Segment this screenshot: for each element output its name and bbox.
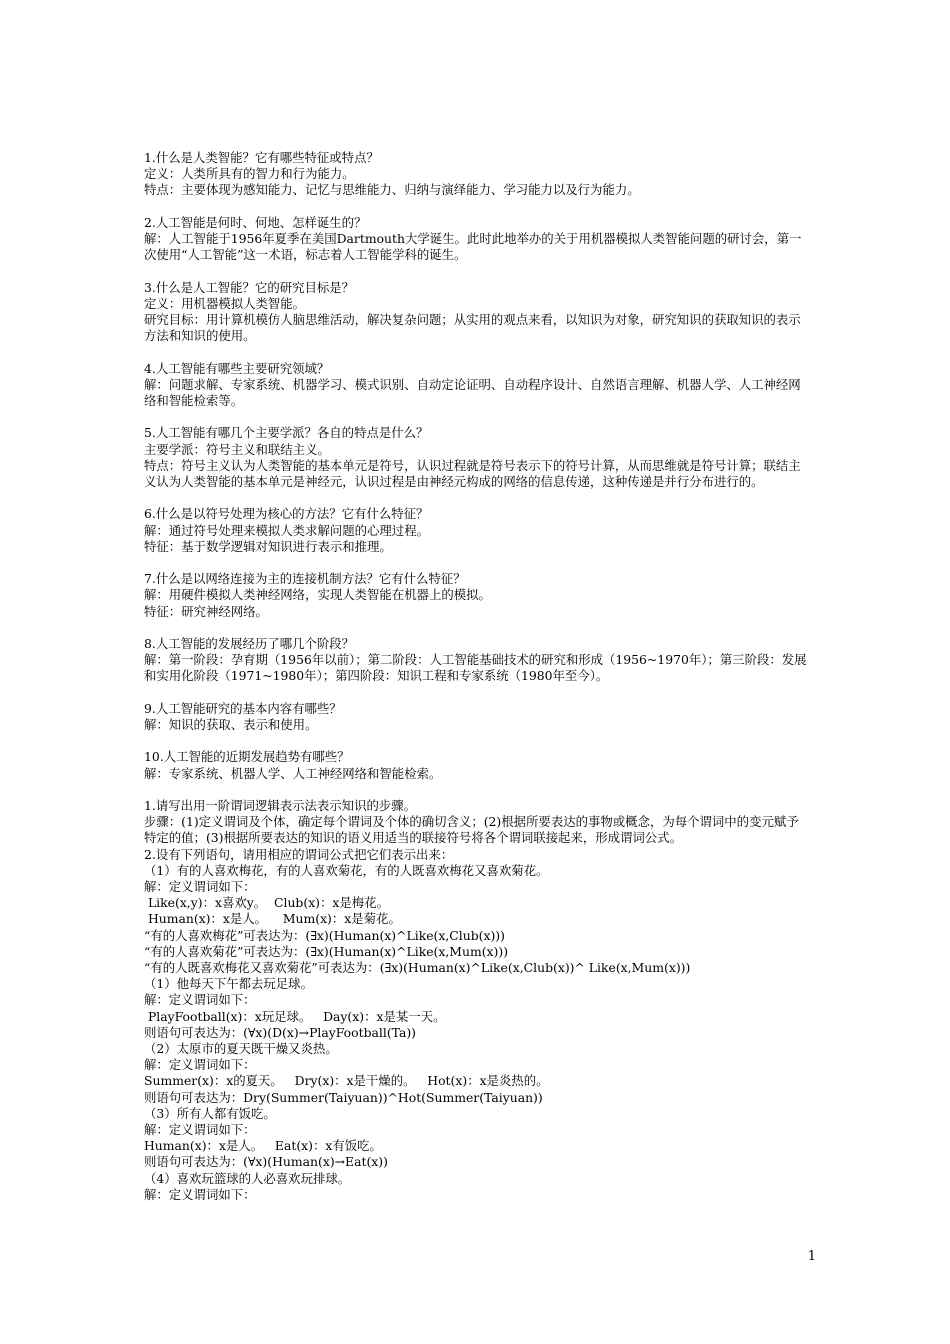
page-number: 1 [807,1249,816,1264]
text-line: 主要学派：符号主义和联结主义。 [144,441,330,457]
text-line: （2）太原市的夏天既干燥又炎热。 [144,1041,338,1057]
text-line: 则语句可表达为：Dry(Summer(Taiyuan))^Hot(Summer(Taiyuan)) [144,1089,543,1105]
section-heading: 9.人工智能研究的基本内容有哪些？ [144,700,342,716]
text-line: 解：知识的获取、表示和使用。 [144,716,318,732]
text-line: （1）他每天下午都去玩足球。 [144,976,313,992]
text-line: 步骤：(1)定义谓词及个体，确定每个谓词及个体的确切含义；(2)根据所要表达的事物或概念，为每个谓词中的变元赋予特定的值；(3)根据所要表达的知识的语义用适当的联接符号将各个谓词联接起来，形成谓词公式。 [144,814,799,846]
text-line: 解：用硬件模拟人类神经网络，实现人类智能在机器上的模拟。 [144,587,491,603]
text-line: 解：通过符号处理来模拟人类求解问题的心理过程。 [144,522,429,538]
qa-section [144,215,810,264]
text-line: Like(x,y)：x喜欢y。 Club(x)：x是梅花。 [144,895,389,911]
text-line: Human(x)：x是人。 Mum(x)：x是菊花。 [144,911,401,927]
section-heading: 7.什么是以网络连接为主的连接机制方法？它有什么特征？ [144,571,466,587]
section-heading: 10.人工智能的近期发展趋势有哪些？ [144,749,350,765]
text-line: 解：定义谓词如下： [144,1122,256,1138]
text-line: 解：人工智能于1956年夏季在美国Dartmouth大学诞生。此时此地举办的关于用机器模拟人类智能问题的研讨会，第一次使用“人工智能”这一术语，标志着人工智能学科的诞生。 [144,231,802,263]
qa-section [144,701,810,733]
qa-section [144,361,810,410]
qa-section [144,506,810,555]
section-heading: 3.什么是人工智能？它的研究目标是？ [144,279,355,295]
section-heading: 6.什么是以符号处理为核心的方法？它有什么特征？ [144,506,429,522]
text-line: “有的人既喜欢梅花又喜欢菊花”可表达为：(∃x)(Human(x)^Like(x,Club(x))^ Like(x,Mum(x))) [144,960,691,975]
text-line: （3）所有人都有饭吃。 [144,1105,276,1121]
text-line: 则语句可表达为：(∀x)(Human(x)→Eat(x)) [144,1154,388,1170]
text-line: “有的人喜欢梅花”可表达为：(∃x)(Human(x)^Like(x,Club(x))) [144,927,505,943]
section-heading: 5.人工智能有哪几个主要学派？各自的特点是什么？ [144,425,429,441]
text-line: 解：第一阶段：孕育期（1956年以前）；第二阶段：人工智能基础技术的研究和形成（1956~1970年）；第三阶段：发展和实用化阶段（1971~1980年）；第四阶段：知识工程和专家系统（1980年至今）。 [144,652,807,684]
section-heading: 1.请写出用一阶谓词逻辑表示法表示知识的步骤。 [144,797,417,813]
text-line: 特点：主要体现为感知能力、记忆与思维能力、归纳与演绎能力、学习能力以及行为能力。 [144,182,640,198]
text-line: 解：定义谓词如下： [144,1186,256,1202]
section-heading: 4.人工智能有哪些主要研究领域？ [144,360,330,376]
text-line: 解：定义谓词如下： [144,992,256,1008]
qa-section [144,150,810,199]
text-line: 特征：基于数学逻辑对知识进行表示和推理。 [144,538,392,554]
section-heading: 2.人工智能是何时、何地、怎样诞生的？ [144,214,367,230]
text-line: 则语句可表达为：(∀x)(D(x)→PlayFootball(Ta)) [144,1024,417,1040]
text-line: 解：问题求解、专家系统、机器学习、模式识别、自动定论证明、自动程序设计、自然语言理解、机器人学、人工神经网络和智能检索等。 [144,376,801,408]
text-line: 解：定义谓词如下： [144,878,256,894]
text-line: （4）喜欢玩篮球的人必喜欢玩排球。 [144,1170,351,1186]
text-line: PlayFootball(x)：x玩足球。 Day(x)：x是某一天。 [144,1008,446,1024]
section-heading: 8.人工智能的发展经历了哪几个阶段？ [144,635,355,651]
document-body [144,150,810,1203]
text-line: 解：定义谓词如下： [144,1057,256,1073]
text-line: 2.设有下列语句，请用相应的谓词公式把它们表示出来： [144,846,454,862]
text-line: Summer(x)：x的夏天。 Dry(x)：x是干燥的。 Hot(x)：x是炎热的。 [144,1073,549,1089]
section-heading: 1.什么是人类智能？它有哪些特征或特点？ [144,150,379,165]
text-line: Human(x)：x是人。 Eat(x)：x有饭吃。 [144,1138,382,1154]
qa-section [144,425,810,490]
qa-section [144,749,810,781]
text-line: “有的人喜欢菊花”可表达为：(∃x)(Human(x)^Like(x,Mum(x))) [144,943,509,959]
text-line: 特点：符号主义认为人类智能的基本单元是符号，认识过程就是符号表示下的符号计算，从而思维就是符号计算；联结主义认为人类智能的基本单元是神经元，认识过程是由神经元构成的网络的信息传递，这种传递是并行分布进行的。 [144,457,801,489]
text-line: 特征：研究神经网络。 [144,603,268,619]
qa-section [144,280,810,345]
text-line: 定义：用机器模拟人类智能。 [144,295,306,311]
qa-section [144,636,810,685]
text-line: 研究目标：用计算机模仿人脑思维活动，解决复杂问题；从实用的观点来看，以知识为对象，研究知识的获取知识的表示方法和知识的使用。 [144,312,801,344]
text-line: （1）有的人喜欢梅花，有的人喜欢菊花，有的人既喜欢梅花又喜欢菊花。 [144,862,549,878]
qa-section [144,798,810,1203]
text-line: 定义：人类所具有的智力和行为能力。 [144,166,355,182]
qa-section [144,571,810,620]
text-line: 解：专家系统、机器人学、人工神经网络和智能检索。 [144,765,442,781]
